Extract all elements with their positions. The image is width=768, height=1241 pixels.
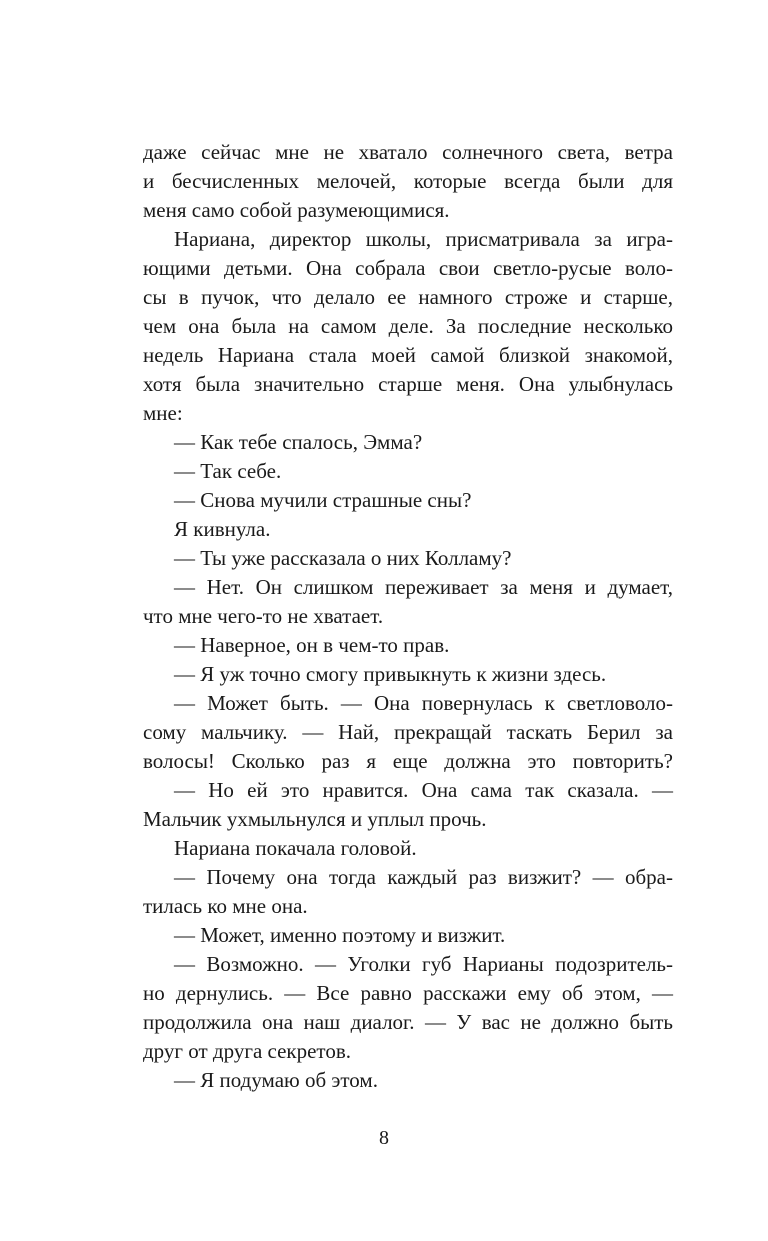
text-line: — Снова мучили страшные сны?: [174, 488, 472, 512]
text-line: — Может быть. — Она повернулась к светловоло-: [174, 691, 673, 715]
text-line: продолжила она наш диалог. — У вас не должно быть: [143, 1010, 673, 1034]
text-line: — Я подумаю об этом.: [174, 1068, 378, 1092]
text-line: что мне чего-то не хватает.: [143, 604, 384, 628]
text-line: друг от друга секретов.: [143, 1039, 352, 1063]
text-line: тилась ко мне она.: [143, 894, 308, 918]
text-line: но дернулись. — Все равно расскажи ему об этом, —: [143, 981, 673, 1005]
text-line: — Ты уже рассказала о них Колламу?: [174, 546, 512, 570]
text-line: Нариана, директор школы, присматривала за игра-: [174, 227, 673, 251]
text-line: волосы! Сколько раз я еще должна это повторить?: [143, 749, 673, 773]
text-line: ющими детьми. Она собрала свои светло-русые воло-: [143, 256, 673, 280]
text-line: хотя была значительно старше меня. Она улыбнулась: [143, 372, 673, 396]
text-line: меня само собой разумеющимися.: [143, 198, 450, 222]
text-line: — Наверное, он в чем-то прав.: [174, 633, 450, 657]
body-text: [143, 138, 673, 1095]
text-line: Мальчик ухмыльнулся и уплыл прочь.: [143, 807, 487, 831]
text-line: — Возможно. — Уголки губ Нарианы подозритель-: [174, 952, 673, 976]
text-line: — Я уж точно смогу привыкнуть к жизни здесь.: [174, 662, 607, 686]
text-line: и бесчисленных мелочей, которые всегда были для: [143, 169, 673, 193]
page-number: 8: [379, 1127, 389, 1149]
text-line: — Может, именно поэтому и визжит.: [174, 923, 506, 947]
text-line: мне:: [143, 401, 183, 425]
text-line: недель Нариана стала моей самой близкой знакомой,: [143, 343, 673, 367]
text-line: сому мальчику. — Най, прекращай таскать Берил за: [143, 720, 673, 744]
text-line: — Нет. Он слишком переживает за меня и думает,: [174, 575, 673, 599]
text-line: сы в пучок, что делало ее намного строже и старше,: [143, 285, 673, 309]
text-line: даже сейчас мне не хватало солнечного света, ветра: [143, 140, 673, 164]
text-line: Я кивнула.: [174, 517, 271, 541]
text-line: — Но ей это нравится. Она сама так сказала. —: [174, 778, 673, 802]
text-line: чем она была на самом деле. За последние несколько: [143, 314, 673, 338]
text-line: — Так себе.: [174, 459, 282, 483]
text-line: Нариана покачала головой.: [174, 836, 417, 860]
text-line: — Почему она тогда каждый раз визжит? — обра-: [174, 865, 673, 889]
text-line: — Как тебе спалось, Эмма?: [174, 430, 423, 454]
